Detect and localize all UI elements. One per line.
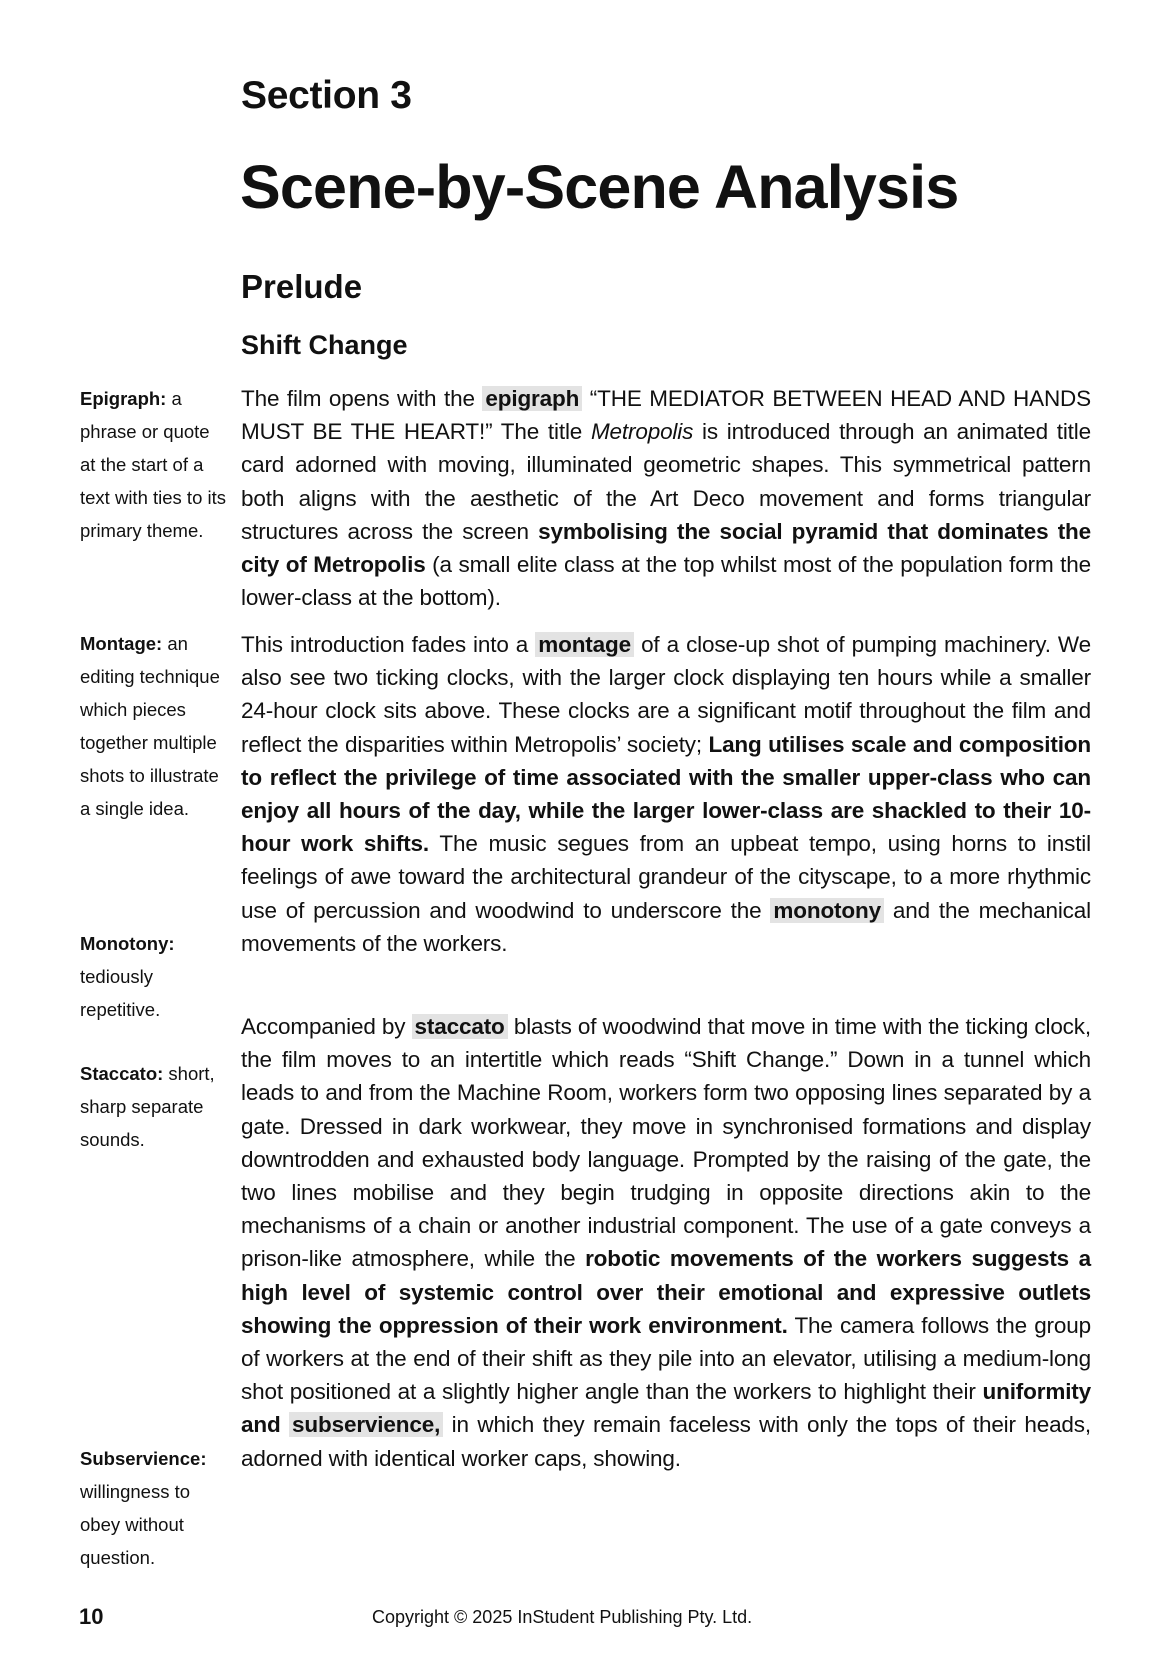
film-title-italic: Metropolis	[590, 419, 694, 445]
highlighted-term-staccato: staccato	[412, 1014, 508, 1039]
highlighted-term-monotony: monotony	[770, 898, 884, 923]
text-run: Accompanied by	[241, 1014, 412, 1039]
text-run: The camera follows the group of workers at the end of their shift as they pile into an elevator, utilising a medium-long shot positioned at a slightly higher angle than the workers to highlight their	[241, 1312, 1091, 1405]
text-run: blasts of woodwind that move in time with the ticking clock, the film moves to an intertitle which reads “Shift Change.” Down in a tunnel which leads to and from the Machine Room, workers form two opposing lines separated by a gate. Dressed in dark workwear, they move in synchronised formations and display downtrodden and exhausted body language. Prompted by the raising of the gate, the two lines mobilise and they begin trudging in opposite directions akin to the mechanisms of a chain or another industrial component. The use of a gate conveys a prison-like atmosphere, while the	[241, 1014, 1091, 1272]
text-run: is introduced through an animated title card adorned with moving, illuminated geometric shapes. This symmetrical pattern both aligns with the aesthetic of the Art Deco movement and forms triangular structures across the screen	[241, 419, 1091, 544]
glossary-definition: tediously repetitive.	[80, 966, 161, 1020]
glossary-term: Staccato:	[80, 1063, 164, 1084]
bold-statement: Lang utilises scale and composition to reflect the privilege of time associated with the smaller upper-class who can enjoy all hours of the day, while the larger lower-class are shackled to their 10-hour work shifts.	[241, 731, 1091, 857]
text-run: This introduction fades into a	[241, 632, 536, 657]
page-number: 10	[79, 1604, 104, 1629]
part-heading: Prelude	[241, 268, 363, 305]
highlighted-term-subservience: subservience,	[289, 1412, 443, 1437]
text-run: The music segues from an upbeat tempo, using horns to instil feelings of awe toward the architectural grandeur of the cityscape, to a more rhythmic use of percussion and woodwind to underscore the	[241, 831, 1092, 923]
text-run: and the mechanical movements of the workers.	[241, 897, 1091, 956]
text-run: (a small elite class at the top whilst most of the population form the lower-class at the bottom).	[241, 552, 1092, 611]
bold-statement: symbolising the social pyramid that dominates the city of Metropolis	[241, 518, 1092, 578]
highlighted-term-epigraph: epigraph	[482, 386, 582, 411]
glossary-term: Subservience:	[80, 1448, 207, 1469]
page-title: Scene-by-Scene Analysis	[240, 153, 959, 221]
glossary-entry-monotony	[80, 927, 230, 1026]
glossary-entry-staccato	[80, 1057, 230, 1156]
highlighted-term-montage: montage	[535, 632, 634, 657]
glossary-term: Epigraph:	[80, 388, 167, 409]
copyright-notice: Copyright © 2025 InStudent Publishing Pty. Ltd.	[372, 1607, 753, 1627]
scene-heading: Shift Change	[241, 330, 408, 360]
glossary-entry-subservience	[80, 1442, 230, 1574]
section-label: Section 3	[241, 74, 412, 117]
glossary-definition: an editing technique which pieces together multiple shots to illustrate a single idea.	[80, 633, 220, 819]
body-paragraph-3	[241, 1010, 1091, 1475]
glossary-term: Monotony:	[80, 933, 175, 954]
glossary-definition: willingness to obey without question.	[80, 1481, 191, 1568]
glossary-entry-epigraph	[80, 382, 230, 547]
text-run: The film opens with the	[241, 386, 483, 411]
text-run: of a close-up shot of pumping machinery. We also see two ticking clocks, with the larger clock displaying ten hours while a smaller 24-hour clock sits above. These clocks are a significant motif throughout the film and reflect the disparities within Metropolis’ society;	[241, 632, 1091, 757]
body-paragraph-1	[241, 382, 1091, 614]
text-run: in which they remain faceless with only the tops of their heads, adorned with identical worker caps, showing.	[241, 1412, 1092, 1471]
bold-statement: robotic movements of the workers suggests a high level of systemic control over their emotional and expressive outlets showing the oppression of their work environment.	[241, 1246, 1091, 1338]
text-run	[281, 1412, 289, 1437]
glossary-definition: a phrase or quote at the start of a text with ties to its primary theme.	[80, 388, 226, 541]
text-run: “THE MEDIATOR BETWEEN HEAD AND HANDS MUST BE THE HEART!” The title	[241, 386, 1092, 445]
glossary-term: Montage:	[80, 633, 163, 654]
body-paragraph-2	[241, 628, 1091, 960]
glossary-entry-montage	[80, 627, 230, 825]
glossary-definition: short, sharp separate sounds.	[80, 1063, 215, 1150]
bold-statement: uniformity and	[241, 1379, 1091, 1438]
